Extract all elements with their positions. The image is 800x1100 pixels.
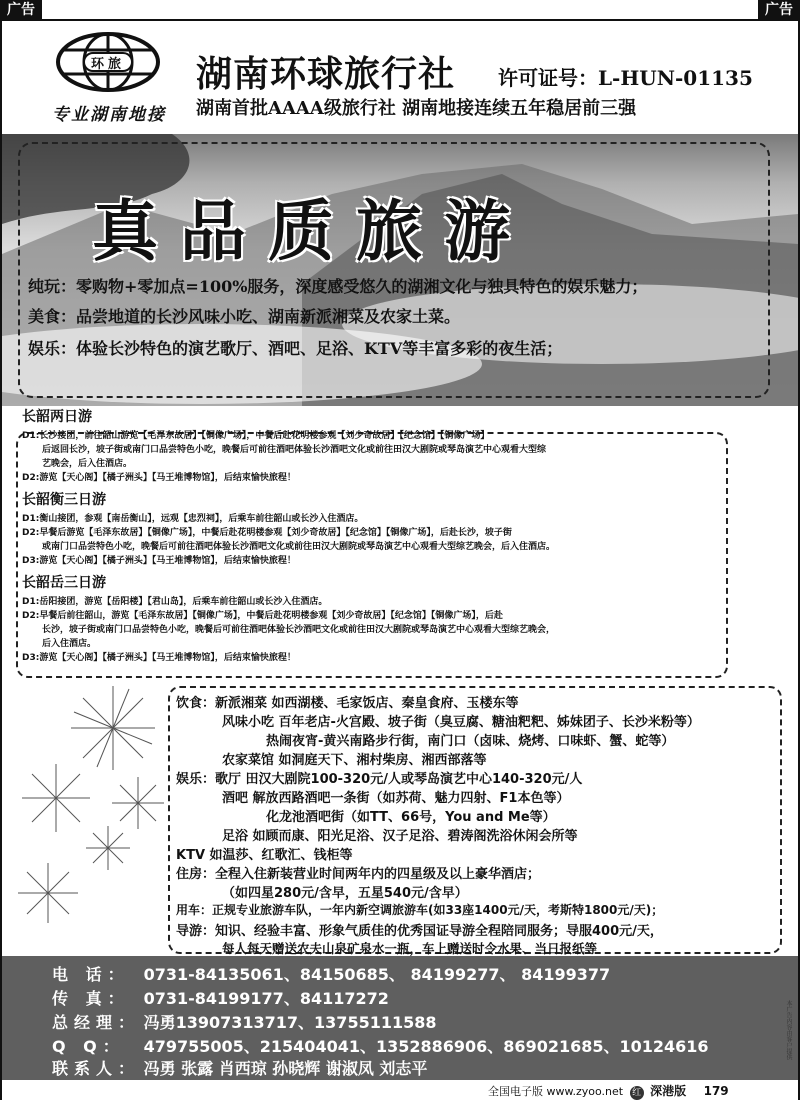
service-foot-spa: 足浴 如顾而康、阳光足浴、汉子足浴、碧涛阁洗浴休闲会所等	[222, 829, 578, 844]
service-gifts: 每人每天赠送农夫山泉矿泉水一瓶，车上赠送时令水果、当日报纸等	[222, 941, 598, 956]
service-hotel: 住房：全程入住新装营业时间两年内的四星级及以上豪华酒店；	[176, 867, 541, 882]
route-day-line: D1:衡山接团，参观【南岳衡山】，远观【忠烈祠】，后乘车前往韶山或长沙入住酒店。	[22, 514, 364, 524]
hero-line-pure-tour: 纯玩：零购物+零加点=100%服务，深度感受悠久的湖湘文化与独具特色的娱乐魅力；	[28, 277, 648, 296]
service-guide: 导游：知识、经验丰富、形象气质佳的优秀国证导游全程陪同服务；导服400元/天，	[176, 924, 663, 939]
logo-slogan: 专业湖南地接	[52, 105, 166, 125]
service-farm-food: 农家菜馆 如洞庭天下、湘村柴房、湘西部落等	[222, 753, 487, 768]
contact-value: 479755005、215404041、1352886906、869021685、10124616	[143, 1037, 709, 1056]
route-day-line: D1:岳阳接团，游览【岳阳楼】【君山岛】，后乘车前往韶山或长沙入住酒店。	[22, 597, 328, 607]
company-logo	[54, 32, 162, 92]
itinerary-list	[22, 408, 752, 665]
contact-label: 总经理：	[52, 1013, 141, 1032]
route-day-line: D3:游览【天心阁】【橘子洲头】【马王堆博物馆】，后结束愉快旅程！	[22, 653, 296, 663]
logo-text: 环旅	[91, 57, 126, 72]
contact-label: 电 话：	[52, 965, 130, 984]
service-dining: 饮食：新派湘菜 如西湖楼、毛家饭店、秦皇食府、玉楼东等	[176, 696, 519, 711]
service-snacks: 风味小吃 百年老店-火宫殿、坡子街（臭豆腐、糖油粑粑、姊妹团子、长沙米粉等）	[222, 715, 700, 730]
page-footer	[488, 1082, 729, 1100]
contact-label: 传 真：	[52, 989, 130, 1008]
contact-manager	[52, 1010, 437, 1033]
route-day-line: 后返回长沙，坡子街或南门口品尝特色小吃，晚餐后可前往酒吧体验长沙酒吧文化或前往田汉大剧院或琴岛演艺中心观看大型综	[42, 445, 547, 455]
side-note: 本广告内容由客户提供	[785, 1000, 792, 1060]
route-day-line: D1:长沙接团，前往韶山游览【毛泽东故居】【铜像广场】，中餐后赴花明楼参观【刘少奇故居】【纪念馆】【铜像广场】	[22, 431, 490, 441]
route-block	[22, 491, 752, 568]
fireworks-decoration	[8, 678, 178, 948]
license-number: 许可证号：L-HUN-01135	[498, 66, 753, 90]
service-ktv: KTV 如温莎、红歌汇、钱柜等	[176, 848, 353, 863]
service-bars: 酒吧 解放西路酒吧一条街（如苏荷、魅力四射、F1本色等）	[222, 791, 570, 806]
route-block	[22, 574, 752, 665]
route-title: 长韶两日游	[22, 409, 92, 425]
ad-label-left: 广告	[0, 0, 42, 20]
ad-label-right: 广告	[758, 0, 800, 20]
route-day-line: D2:早餐后游览【毛泽东故居】【铜像广场】，中餐后赴花明楼参观【刘少奇故居】【纪念馆】【铜像广场】，后赴长沙，坡子街	[22, 528, 512, 538]
top-rule	[0, 19, 800, 21]
contact-label: 联系人：	[52, 1059, 141, 1078]
footer-site: 全国电子版 www.zyoo.net	[488, 1085, 624, 1098]
footer-edition: 深港版	[650, 1084, 687, 1098]
contact-value: 0731-84199177、84117272	[143, 989, 389, 1008]
service-bar-street: 化龙池酒吧街（如TT、66号，You and Me等）	[266, 810, 556, 825]
contact-persons	[52, 1056, 427, 1079]
route-day-line: 或南门口品尝特色小吃，晚餐后可前往酒吧体验长沙酒吧文化或前往田汉大剧院或琴岛演艺中心观看大型综艺晚会，后入住酒店。	[42, 542, 556, 552]
service-entertainment: 娱乐：歌厅 田汉大剧院100-320元/人或琴岛演艺中心140-320元/人	[176, 772, 583, 787]
route-day-line: D2:早餐后前往韶山，游览【毛泽东故居】【铜像广场】，中餐后赴花明楼参观【刘少奇故居】【纪念馆】【铜像广场】，后赴	[22, 611, 503, 621]
page-number: 179	[703, 1084, 729, 1098]
contact-phone	[52, 962, 610, 985]
route-title: 长韶岳三日游	[22, 575, 106, 591]
service-vehicle: 用车：正规专业旅游车队，一年内新空调旅游车(如33座1400元/天，考斯特1800元/天)；	[176, 903, 664, 917]
route-day-line: 艺晚会，后入住酒店。	[42, 459, 133, 469]
company-name: 湖南环球旅行社	[196, 53, 456, 95]
footer-badge: 红	[630, 1086, 644, 1100]
hero-title: 真品质旅游	[92, 193, 532, 270]
service-hotel-price: （如四星280元/含早，五星540元/含早）	[222, 886, 468, 901]
route-day-line: D3:游览【天心阁】【橘子洲头】【马王堆博物馆】，后结束愉快旅程！	[22, 556, 296, 566]
company-tagline: 湖南首批AAAA级旅行社 湖南地接连续五年稳居前三强	[196, 98, 637, 119]
route-block	[22, 408, 752, 485]
contact-fax	[52, 986, 389, 1009]
route-day-line: 后入住酒店。	[42, 639, 97, 649]
contact-value: 0731-84135061、84150685、 84199277、 84199377	[143, 965, 611, 984]
route-day-line: 长沙，坡子街或南门口品尝特色小吃，晚餐后可前往酒吧体验长沙酒吧文化或前往田汉大剧院或琴岛演艺中心观看大型综艺晚会，	[42, 625, 556, 635]
service-night-snacks: 热闹夜宵-黄兴南路步行街，南门口（卤味、烧烤、口味虾、蟹、蛇等）	[266, 734, 675, 749]
contact-qq	[52, 1034, 709, 1057]
route-title: 长韶衡三日游	[22, 492, 106, 508]
route-day-line: D2:游览【天心阁】【橘子洲头】【马王堆博物馆】，后结束愉快旅程！	[22, 473, 296, 483]
contact-value: 冯勇 张露 肖西琼 孙晓辉 谢淑凤 刘志平	[143, 1059, 428, 1078]
contact-label: Q Q：	[52, 1037, 125, 1056]
hero-line-entertainment: 娱乐：体验长沙特色的演艺歌厅、酒吧、足浴、KTV等丰富多彩的夜生活；	[28, 339, 563, 358]
contact-value: 冯勇13907313717、13755111588	[143, 1013, 437, 1032]
hero-line-food: 美食：品尝地道的长沙风味小吃、湖南新派湘菜及农家土菜。	[28, 307, 461, 326]
